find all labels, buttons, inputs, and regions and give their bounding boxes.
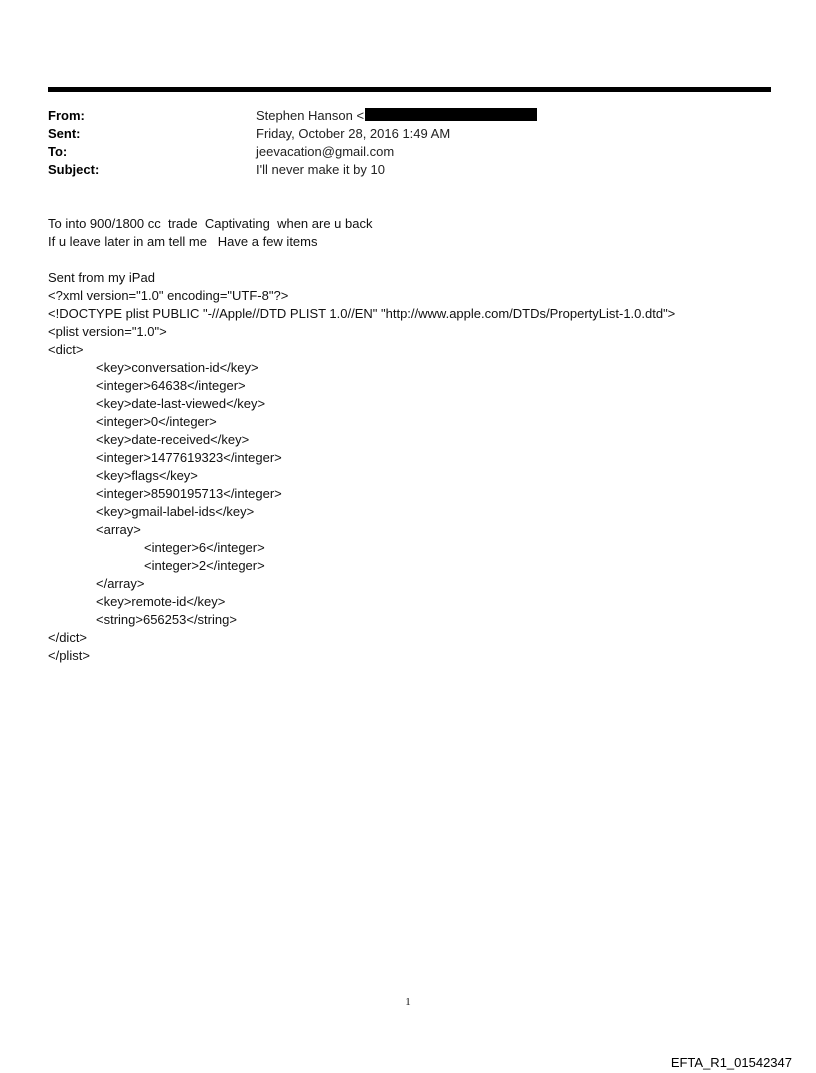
plist-entry: <integer>1477619323</integer>: [96, 450, 282, 465]
plist-entry: <key>gmail-label-ids</key>: [96, 504, 255, 519]
array-item: <integer>6</integer>: [144, 540, 265, 555]
document-id: EFTA_R1_01542347: [670, 1055, 792, 1070]
to-label: To:: [48, 144, 68, 159]
from-row: [48, 107, 537, 125]
plist-entry: <integer>64638</integer>: [96, 378, 246, 393]
to-row: [48, 143, 537, 161]
plist-entry: <string>656253</string>: [96, 612, 237, 627]
body-line: To into 900/1800 cc trade Captivating when are u back: [48, 216, 373, 231]
email-header: [48, 107, 537, 179]
redaction-box: [365, 108, 537, 121]
from-label: From:: [48, 108, 85, 123]
subject-value: I'll never make it by 10: [256, 162, 385, 177]
plist-entry: <key>remote-id</key>: [96, 594, 226, 609]
subject-row: [48, 161, 537, 179]
plist-xml-declaration: <?xml version="1.0" encoding="UTF-8"?>: [48, 288, 289, 303]
array-item: <integer>2</integer>: [144, 558, 265, 573]
plist-close-tag: </plist>: [48, 648, 90, 663]
sent-row: [48, 125, 537, 143]
header-divider: [48, 87, 771, 92]
dict-close-tag: </dict>: [48, 630, 88, 645]
plist-entry: <key>flags</key>: [96, 468, 198, 483]
plist-entry: <array>: [96, 522, 141, 537]
from-sender: Stephen Hanson <: [256, 108, 365, 123]
plist-doctype: <!DOCTYPE plist PUBLIC "-//Apple//DTD PLIST 1.0//EN" "http://www.apple.com/DTDs/PropertyList-1.0.dtd">: [48, 306, 676, 321]
plist-open-tag: <plist version="1.0">: [48, 324, 167, 339]
sent-label: Sent:: [48, 126, 81, 141]
plist-entry: <key>date-last-viewed</key>: [96, 396, 266, 411]
plist-entry: <integer>0</integer>: [96, 414, 217, 429]
page-number: 1: [405, 996, 411, 1008]
plist-entry: <key>date-received</key>: [96, 432, 250, 447]
blank-line: [48, 251, 675, 269]
email-body: [48, 215, 675, 665]
signature: Sent from my iPad: [48, 270, 155, 285]
subject-label: Subject:: [48, 162, 100, 177]
plist-entry: <integer>8590195713</integer>: [96, 486, 282, 501]
sent-value: Friday, October 28, 2016 1:49 AM: [256, 126, 451, 141]
plist-entry: <key>conversation-id</key>: [96, 360, 259, 375]
dict-open-tag: <dict>: [48, 342, 84, 357]
plist-entry: </array>: [96, 576, 145, 591]
to-value: jeevacation@gmail.com: [256, 144, 395, 159]
body-line: If u leave later in am tell me Have a few items: [48, 234, 318, 249]
from-value: [256, 107, 537, 125]
